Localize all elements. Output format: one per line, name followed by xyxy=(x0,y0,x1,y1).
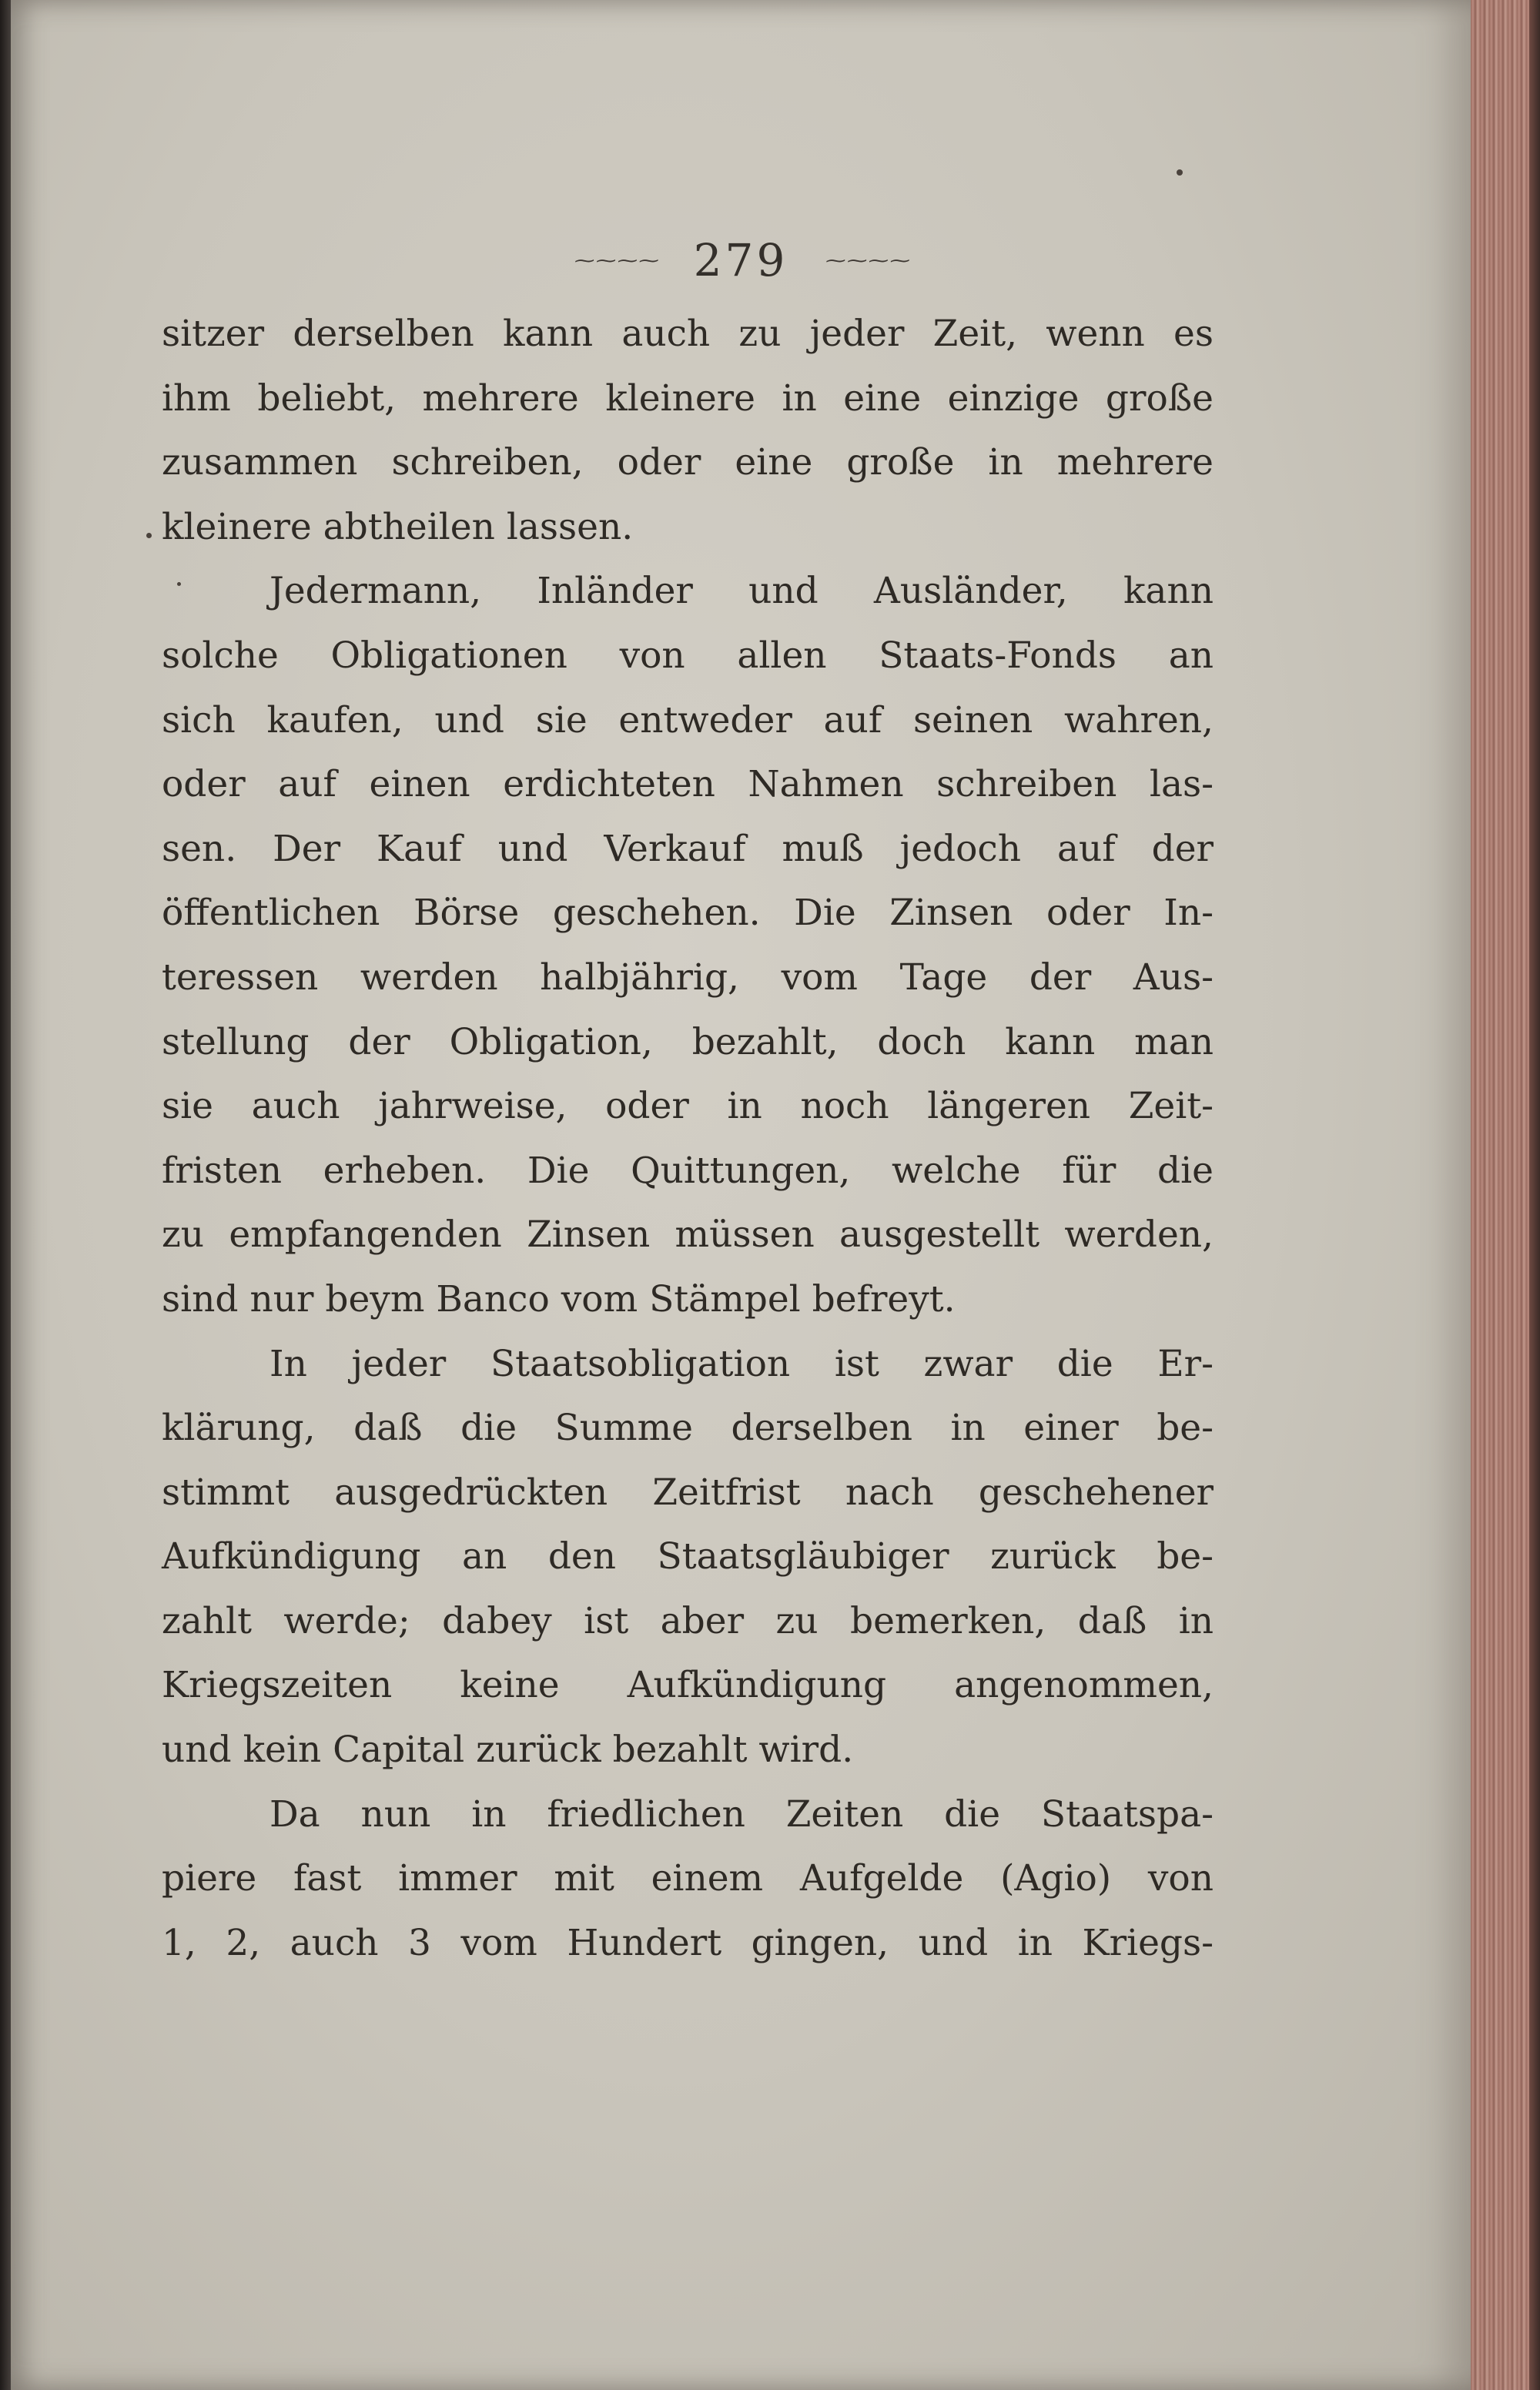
ink-speck xyxy=(146,533,152,538)
text-line: sie auch jahrweise, oder in noch längeren Zeit- xyxy=(162,1085,1214,1128)
text-line: kleinere abtheilen lassen. xyxy=(162,505,634,548)
page-header xyxy=(11,222,1471,299)
page-edges xyxy=(1471,0,1540,2390)
text-line: sen. Der Kauf und Verkauf muß jedoch auf der xyxy=(162,827,1214,870)
text-line: Jedermann, Inländer und Ausländer, kann xyxy=(270,570,1214,613)
text-line: und kein Capital zurück bezahlt wird. xyxy=(162,1729,854,1772)
text-line: sind nur beym Banco vom Stämpel befreyt. xyxy=(162,1277,956,1321)
text-line: ihm beliebt, mehrere kleinere in eine einzige große xyxy=(162,377,1214,420)
text-line: zahlt werde; dabey ist aber zu bemerken, daß in xyxy=(162,1599,1214,1642)
text-line: stimmt ausgedrückten Zeitfrist nach geschehener xyxy=(162,1471,1214,1514)
header-ornament-right: ~~~~ xyxy=(823,249,909,271)
text-line: solche Obligationen von allen Staats-Fonds an xyxy=(162,634,1214,677)
text-line: fristen erheben. Die Quittungen, welche für die xyxy=(162,1149,1214,1192)
ink-speck xyxy=(1177,169,1183,176)
page-number: 279 xyxy=(693,234,788,286)
text-line: oder auf einen erdichteten Nahmen schreiben las- xyxy=(162,763,1214,806)
text-line: Aufkündigung an den Staatsgläubiger zurück be- xyxy=(162,1535,1214,1578)
text-line: sich kaufen, und sie entweder auf seinen wahren, xyxy=(162,698,1214,741)
text-line: zusammen schreiben, oder eine große in mehrere xyxy=(162,441,1214,484)
text-line: zu empfangenden Zinsen müssen ausgestellt werden, xyxy=(162,1213,1214,1257)
text-line: öffentlichen Börse geschehen. Die Zinsen oder In- xyxy=(162,892,1214,935)
text-line: sitzer derselben kann auch zu jeder Zeit, wenn es xyxy=(162,313,1214,355)
text-line: In jeder Staatsobligation ist zwar die Er- xyxy=(270,1342,1214,1385)
ink-speck xyxy=(177,582,181,586)
book-page xyxy=(11,0,1471,2390)
body-text xyxy=(162,302,1214,1975)
text-line: klärung, daß die Summe derselben in einer be- xyxy=(162,1407,1214,1450)
text-line: teressen werden halbjährig, vom Tage der Aus- xyxy=(162,956,1214,999)
text-line: 1, 2, auch 3 vom Hundert gingen, und in Kriegs- xyxy=(162,1921,1214,1964)
text-line: piere fast immer mit einem Aufgelde (Agio) von xyxy=(162,1857,1214,1900)
header-ornament-left: ~~~~ xyxy=(572,249,658,271)
text-line: stellung der Obligation, bezahlt, doch kann man xyxy=(162,1020,1214,1063)
text-line: Kriegszeiten keine Aufkündigung angenommen, xyxy=(162,1664,1214,1707)
text-line: Da nun in friedlichen Zeiten die Staatspa- xyxy=(270,1792,1214,1836)
